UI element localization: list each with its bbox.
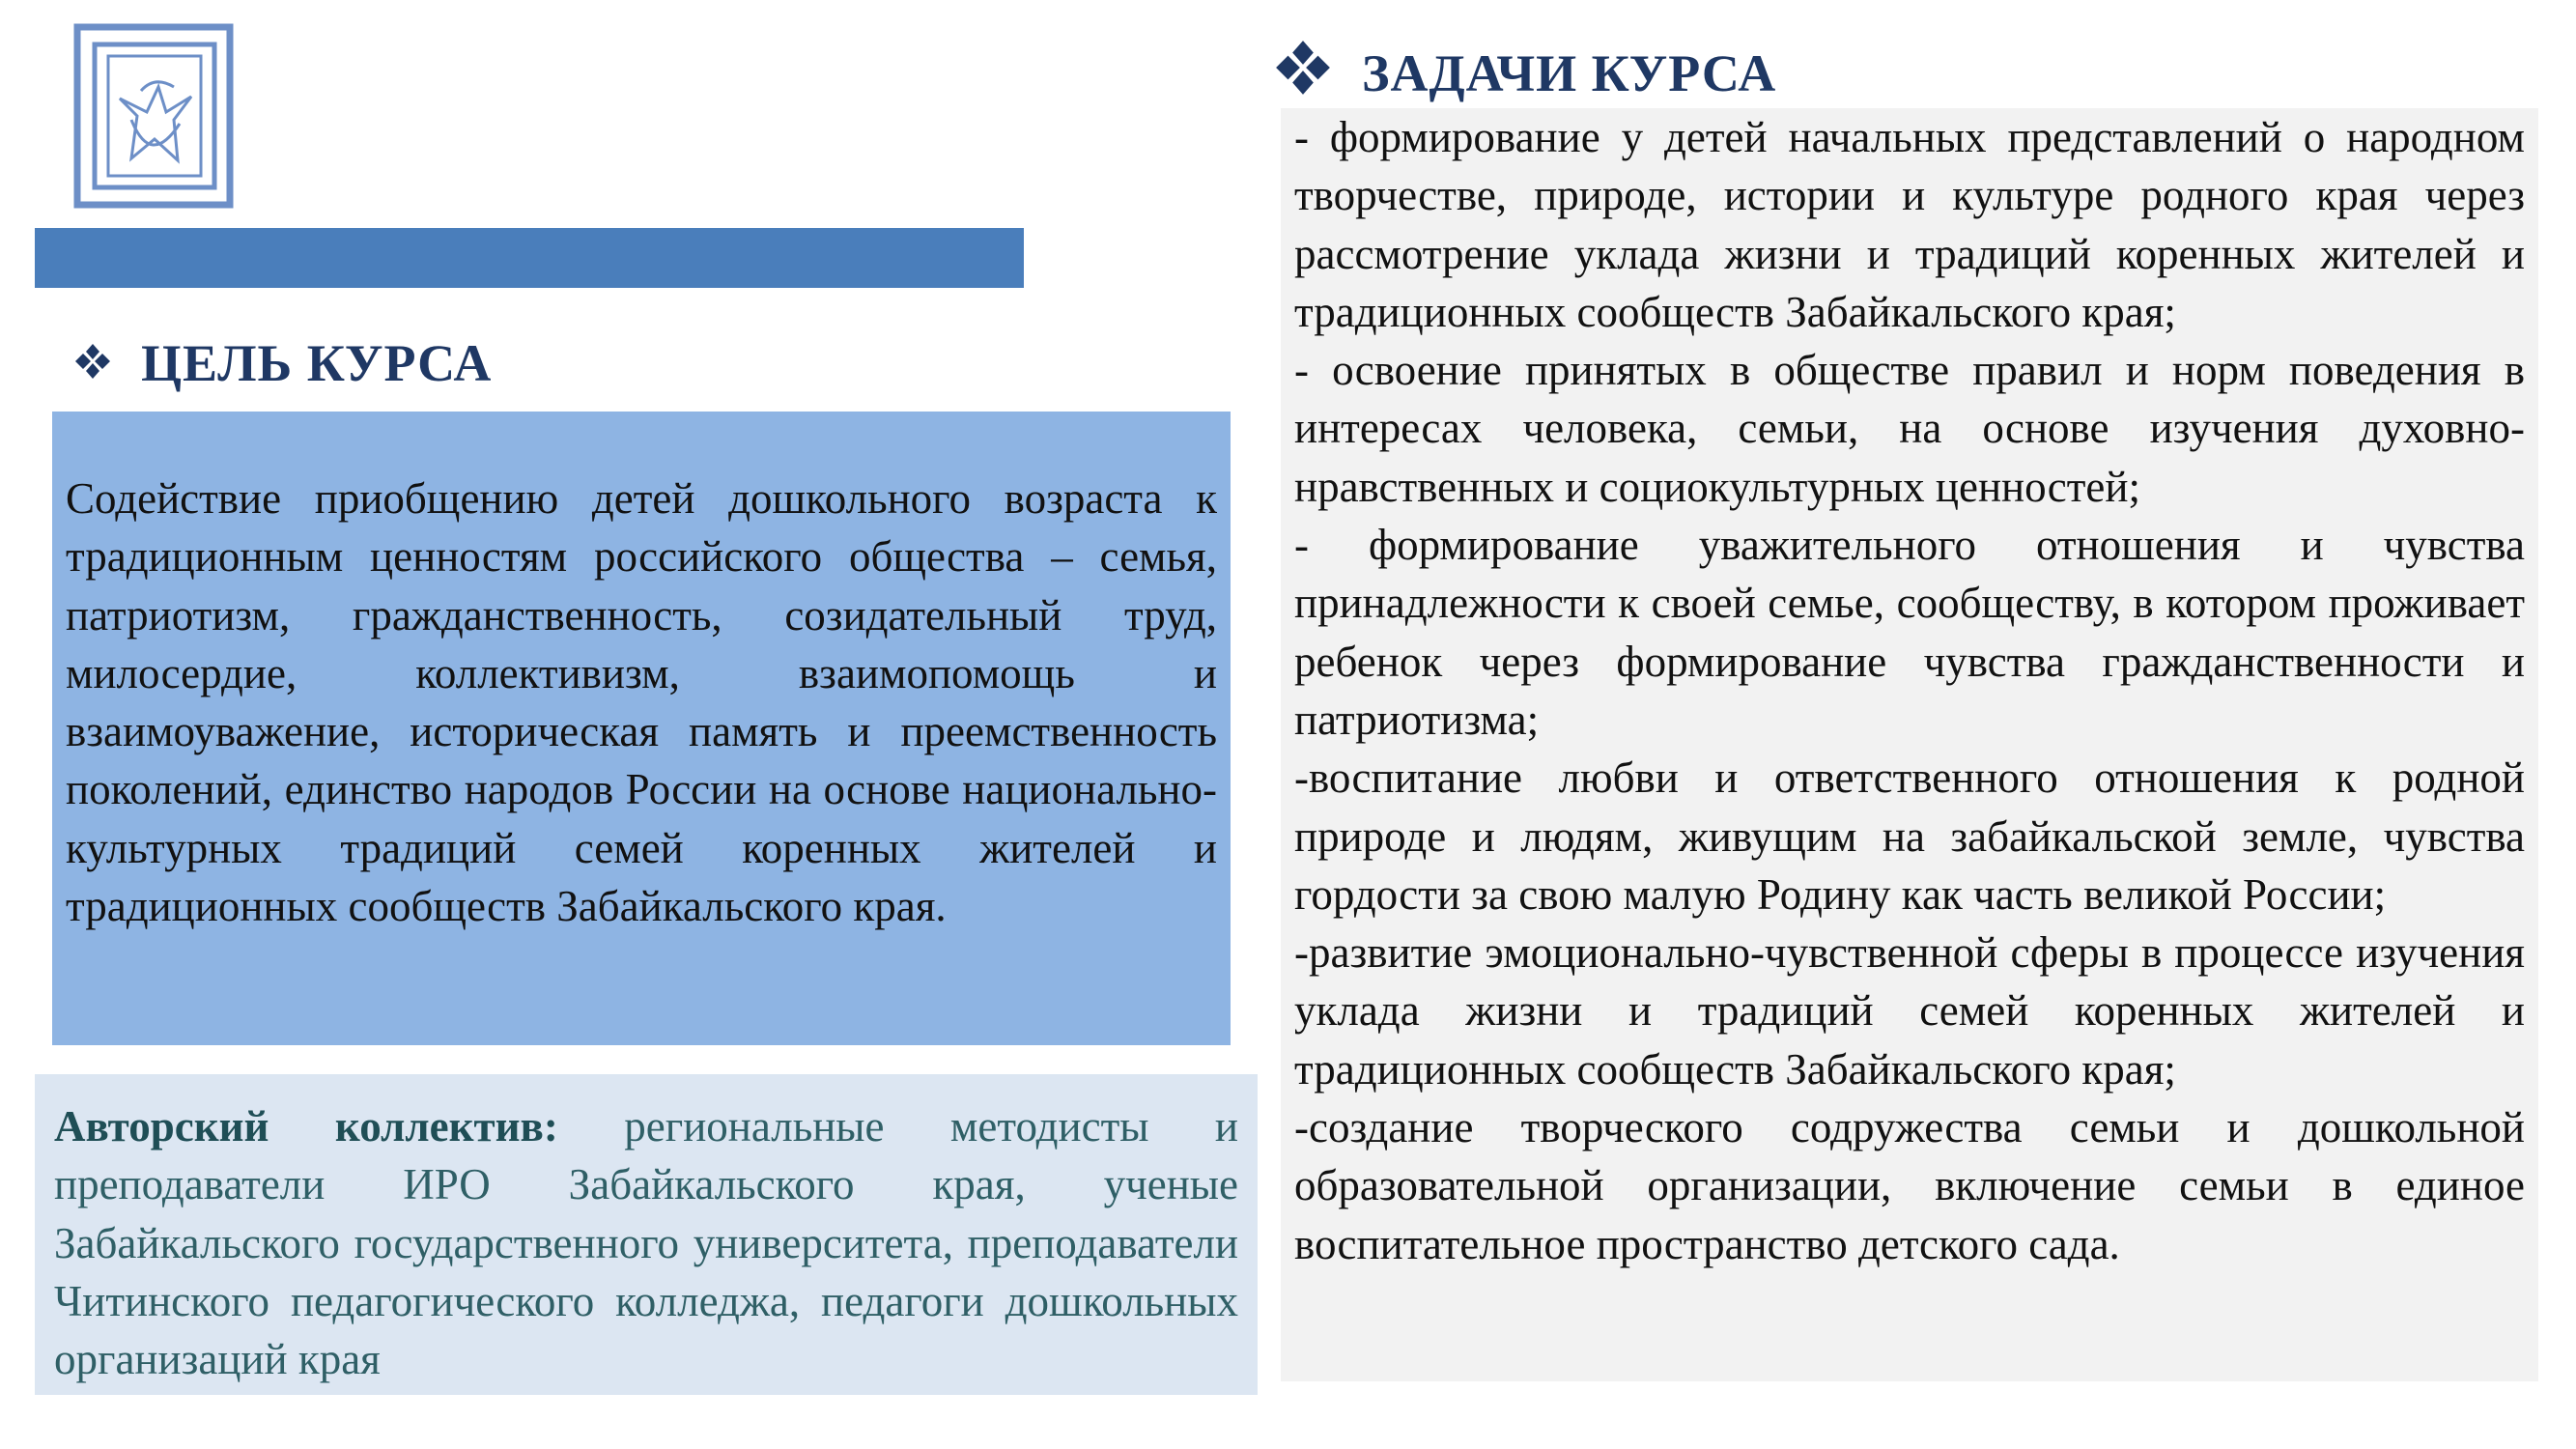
tasks-box <box>1281 108 2538 1381</box>
task-item-6: -создание творческого содружества семьи и дошкольной образовательной организации, включение семьи в единое воспитательное пространство детского сада. <box>1294 1103 2525 1268</box>
task-item-5: -развитие эмоционально-чувственной сферы в процессе изучения уклада жизни и традиций семей коренных жителей и традиционных сообществ Забайкальского края; <box>1294 928 2525 1094</box>
emblem-logo-icon <box>73 23 238 213</box>
task-item-1: - формирование у детей начальных представлений о народном творчестве, природе, истории и культуре родного края через рассмотрение уклада жизни и традиций коренных жителей и традиционных сообществ Забайкальского края; <box>1294 113 2525 336</box>
four-diamond-bullet-icon <box>73 333 112 393</box>
four-diamond-bullet-icon <box>1273 38 1333 110</box>
authors-label: Авторский коллектив: <box>54 1102 558 1151</box>
authors-paragraph <box>54 1097 1238 1388</box>
goal-heading-label: ЦЕЛЬ КУРСА <box>141 334 493 392</box>
tasks-heading <box>1273 25 1776 122</box>
goal-box <box>52 412 1231 1045</box>
authors-text: региональные методисты и преподаватели ИРО Забайкальского края, ученые Забайкальского государственного университета, преподаватели Читинского педагогического колледжа, педагоги дошкольных организаций края <box>54 1102 1239 1384</box>
decorative-blue-bar <box>35 228 1024 288</box>
task-item-3: - формирование уважительного отношения и чувства принадлежности к своей семье, сообществу, в котором проживает ребенок через формирование чувства гражданственности и патриотизма; <box>1294 521 2525 744</box>
goal-heading <box>73 328 492 398</box>
task-item-2: - освоение принятых в обществе правил и норм поведения в интересах человека, семьи, на основе изучения духовно-нравственных и социокультурных ценностей; <box>1294 346 2525 511</box>
goal-text: Содействие приобщению детей дошкольного возраста к традиционным ценностям российского общества – семья, патриотизм, гражданственность, созидательный труд, милосердие, коллективизм, взаимопомощь и взаимоуважение, историческая память и преемственность поколений, единство народов России на основе национально-культурных традиций семей коренных жителей и традиционных сообществ Забайкальского края. <box>66 474 1217 931</box>
task-item-4: -воспитание любви и ответственного отношения к родной природе и людям, живущим на забайкальской земле, чувства гордости за свою малую Родину как часть великой России; <box>1294 753 2525 919</box>
authors-box <box>35 1074 1258 1395</box>
tasks-heading-label: ЗАДАЧИ КУРСА <box>1362 44 1777 102</box>
